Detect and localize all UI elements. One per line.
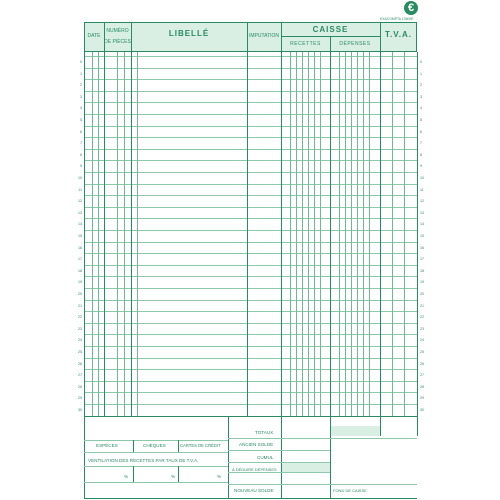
footer-rule <box>133 466 134 482</box>
sub-column-rule <box>339 52 340 416</box>
header-tva: T.V.A. <box>384 30 413 39</box>
percent-3: % <box>217 474 222 479</box>
row-number-right: 3 <box>420 94 422 99</box>
footer-rule <box>228 416 229 498</box>
row-rule <box>84 369 417 370</box>
footer-rule <box>281 416 282 498</box>
sub-column-rule <box>369 52 370 416</box>
row-number-left: 10 <box>78 176 82 180</box>
row-number-left: 21 <box>78 303 82 308</box>
row-number-left: 3 <box>80 94 82 99</box>
header-numero: NUMÉRO <box>106 28 129 34</box>
footer-rule <box>330 416 331 498</box>
column-rule <box>417 52 418 416</box>
column-rule <box>131 52 132 416</box>
row-number-left: 6 <box>80 129 82 134</box>
row-rule <box>84 149 417 150</box>
row-number-left: 13 <box>78 210 82 215</box>
row-rule <box>84 242 417 243</box>
row-number-left: 23 <box>78 326 82 331</box>
row-number-right: 17 <box>420 257 424 262</box>
row-rule <box>84 137 417 138</box>
row-number-left: 30 <box>78 408 82 412</box>
row-number-left: 7 <box>80 141 82 146</box>
header-divider <box>104 22 105 52</box>
a-deduire-label: À DÉDUIRE DÉPENSES <box>232 467 277 472</box>
row-number-right: 21 <box>420 303 424 308</box>
sub-column-rule <box>314 52 315 416</box>
sub-column-rule <box>392 52 393 416</box>
column-rule <box>84 52 85 416</box>
footer-row-rule <box>84 482 228 483</box>
ancien-solde-label: ANCIEN SOLDE <box>239 442 274 447</box>
row-number-right: 16 <box>420 245 424 250</box>
ventilation-label: VENTILATION DES RECETTES PAR TAUX DE T.V.A. <box>88 458 199 463</box>
header-recettes: RECETTES <box>290 41 321 47</box>
row-rule <box>84 102 417 103</box>
shaded-cell <box>330 426 380 436</box>
row-number-right: 0 <box>420 60 422 64</box>
row-number-left: 18 <box>78 268 82 273</box>
row-rule <box>84 160 417 161</box>
row-number-left: 19 <box>78 280 82 285</box>
header-depenses: DÉPENSES <box>339 41 371 47</box>
row-rule <box>84 311 417 312</box>
row-rule <box>84 56 417 57</box>
column-rule <box>104 52 105 416</box>
row-number-left: 1 <box>80 71 82 76</box>
footer-rule <box>417 416 418 436</box>
footer-row-rule <box>228 472 330 473</box>
row-rule <box>84 358 417 359</box>
row-number-right: 9 <box>420 164 422 169</box>
footer-row-rule <box>228 484 417 485</box>
row-rule <box>84 334 417 335</box>
row-number-right: 28 <box>420 384 424 389</box>
footer-bottom-rule <box>84 498 417 499</box>
sub-column-rule <box>351 52 352 416</box>
row-number-left: 27 <box>78 373 82 378</box>
row-number-right: 27 <box>420 373 424 378</box>
row-number-left: 20 <box>78 292 82 296</box>
row-number-right: 14 <box>420 222 424 227</box>
row-number-left: 9 <box>80 164 82 169</box>
row-rule <box>84 218 417 219</box>
footer-row-rule <box>84 440 228 441</box>
row-rule <box>84 91 417 92</box>
totaux-label: TOTAUX <box>255 430 274 435</box>
footer-rule <box>178 466 179 482</box>
footer-top-rule <box>84 416 417 417</box>
row-number-left: 12 <box>78 199 82 204</box>
row-rule <box>84 207 417 208</box>
row-number-right: 18 <box>420 268 424 273</box>
row-number-right: 6 <box>420 129 422 134</box>
sub-column-rule <box>290 52 291 416</box>
row-rule <box>84 68 417 69</box>
row-number-left: 0 <box>80 60 82 64</box>
row-number-right: 5 <box>420 118 422 122</box>
row-rule <box>84 323 417 324</box>
row-number-left: 24 <box>78 338 82 343</box>
row-rule <box>84 404 417 405</box>
sub-column-rule <box>302 52 303 416</box>
row-rule <box>84 288 417 289</box>
row-rule <box>84 392 417 393</box>
sub-column-rule <box>308 52 309 416</box>
row-number-left: 11 <box>78 187 82 192</box>
cartes-label: CARTES DE CRÉDIT <box>180 443 221 448</box>
row-rule <box>84 184 417 185</box>
row-number-left: 25 <box>78 350 82 354</box>
row-number-left: 15 <box>78 234 82 238</box>
footer-row-rule <box>84 452 228 453</box>
row-number-right: 19 <box>420 280 424 285</box>
footer-rule <box>178 440 179 452</box>
sub-column-rule <box>320 52 321 416</box>
row-number-right: 13 <box>420 210 424 215</box>
row-number-left: 16 <box>78 245 82 250</box>
sub-column-rule <box>363 52 364 416</box>
row-number-right: 30 <box>420 408 424 412</box>
sub-column-rule <box>345 52 346 416</box>
caisse-divider <box>281 36 380 37</box>
row-number-right: 1 <box>420 71 422 76</box>
footer-row-rule <box>84 466 228 467</box>
sub-column-rule <box>404 52 405 416</box>
sub-column-rule <box>137 52 138 416</box>
sub-column-rule <box>124 52 125 416</box>
footer-rule <box>380 416 381 436</box>
row-rule <box>84 346 417 347</box>
row-rule <box>84 79 417 80</box>
row-number-right: 2 <box>420 83 422 88</box>
row-number-right: 7 <box>420 141 422 146</box>
row-number-right: 4 <box>420 106 422 111</box>
especes-label: ESPÈCES <box>96 443 118 448</box>
header-de-pieces: DE PIÈCES <box>104 39 131 45</box>
row-number-right: 25 <box>420 350 424 354</box>
fond-de-caisse-label: FOND DE CAISSE <box>333 488 367 493</box>
row-rule <box>84 253 417 254</box>
footer-row-rule <box>228 438 417 439</box>
row-number-right: 12 <box>420 199 424 204</box>
sub-column-rule <box>117 52 118 416</box>
cumul-label: CUMUL <box>257 455 274 460</box>
percent-2: % <box>171 474 176 479</box>
row-number-left: 28 <box>78 384 82 389</box>
row-rule <box>84 230 417 231</box>
row-number-right: 8 <box>420 152 422 157</box>
row-rule <box>84 300 417 301</box>
footer-rule <box>133 440 134 452</box>
row-rule <box>84 276 417 277</box>
row-number-right: 29 <box>420 396 424 401</box>
row-rule <box>84 381 417 382</box>
sub-column-rule <box>98 52 99 416</box>
row-rule <box>84 195 417 196</box>
row-number-left: 2 <box>80 83 82 88</box>
row-number-right: 23 <box>420 326 424 331</box>
row-number-right: 26 <box>420 361 424 366</box>
shaded-cell <box>281 462 330 472</box>
row-number-left: 14 <box>78 222 82 227</box>
footer-row-rule <box>228 450 330 451</box>
footer-row-rule <box>228 462 330 463</box>
column-rule <box>380 52 381 416</box>
row-number-right: 10 <box>420 176 424 180</box>
sub-column-rule <box>357 52 358 416</box>
row-number-right: 22 <box>420 315 424 320</box>
sub-column-rule <box>92 52 93 416</box>
sub-column-rule <box>296 52 297 416</box>
row-number-left: 17 <box>78 257 82 262</box>
column-rule <box>330 52 331 416</box>
percent-1: % <box>124 474 129 479</box>
row-number-left: 5 <box>80 118 82 122</box>
euro-logo-icon: € <box>404 1 418 15</box>
row-number-right: 11 <box>420 187 424 192</box>
column-rule <box>281 52 282 416</box>
row-number-left: 8 <box>80 152 82 157</box>
row-number-right: 24 <box>420 338 424 343</box>
row-number-left: 22 <box>78 315 82 320</box>
header-imputation: IMPUTATION <box>248 33 280 39</box>
header-libelle: LIBELLÉ <box>168 29 210 38</box>
header-caisse: CAISSE <box>312 25 349 34</box>
column-rule <box>247 52 248 416</box>
row-number-left: 26 <box>78 361 82 366</box>
header-date: DATE <box>87 33 101 39</box>
footer-rule <box>84 416 85 498</box>
row-rule <box>84 265 417 266</box>
row-rule <box>84 126 417 127</box>
row-number-left: 29 <box>78 396 82 401</box>
row-rule <box>84 172 417 173</box>
row-rule <box>84 114 417 115</box>
cheques-label: CHÈQUES <box>143 443 166 448</box>
row-number-right: 15 <box>420 234 424 238</box>
row-number-left: 4 <box>80 106 82 111</box>
nouveau-solde-label: NOUVEAU SOLDE <box>234 488 274 493</box>
row-number-right: 20 <box>420 292 424 296</box>
publisher-reference: EXACOMPTA 13600E <box>380 17 414 21</box>
